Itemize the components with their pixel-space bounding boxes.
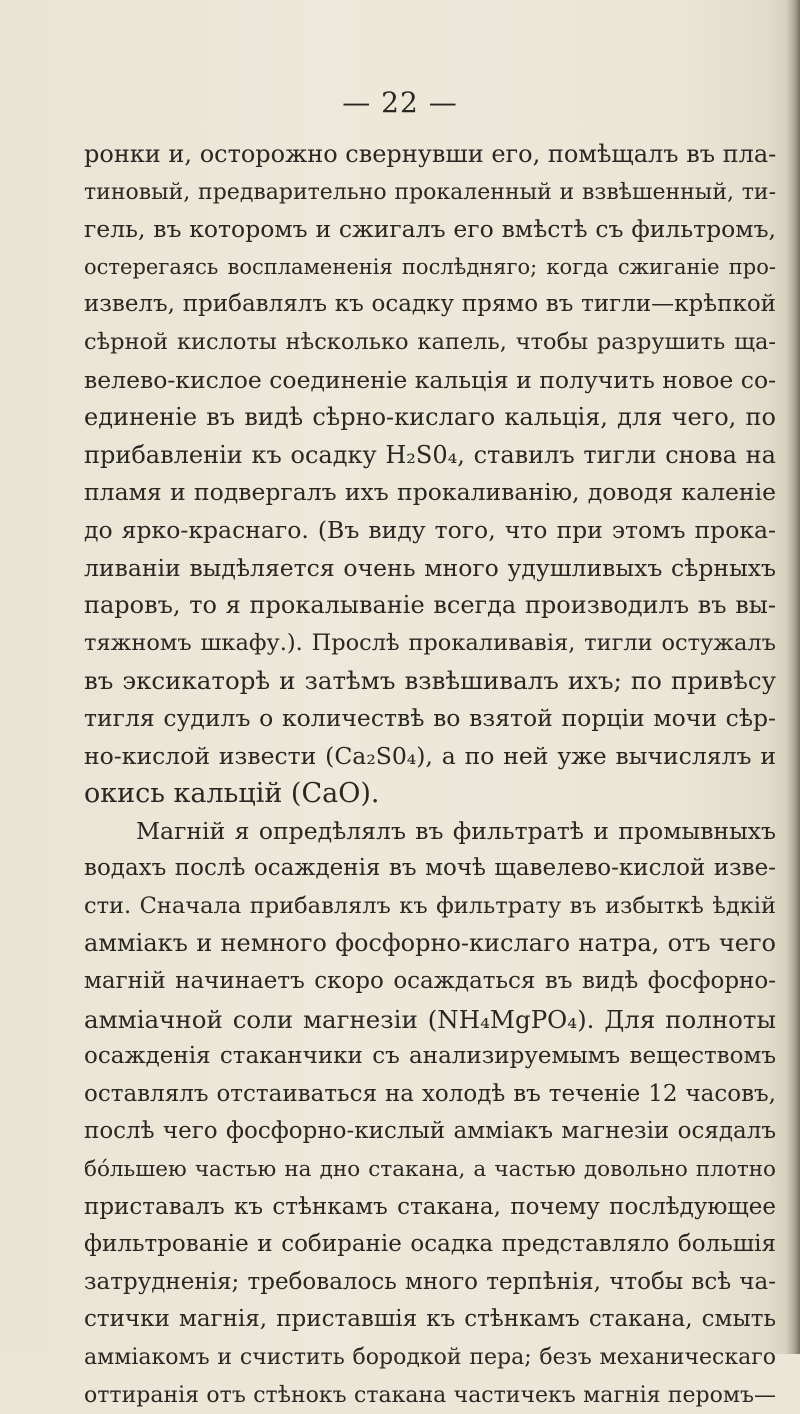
text-line: Магній я опредѣлялъ въ фильтратѣ и промывныхъ bbox=[136, 816, 776, 845]
text-line: окись кальцій (CaO). bbox=[84, 778, 380, 810]
text-line: ронки и, осторожно свернувши его, помѣщалъ въ пла- bbox=[84, 140, 776, 168]
text-line: оставлялъ отстаиваться на холодѣ въ теченіе 12 часовъ, bbox=[84, 1080, 776, 1107]
text-line: сти. Сначала прибавлялъ къ фильтрату въ избыткѣ ѣдкій bbox=[84, 892, 776, 919]
text-line: амміакомъ и счистить бородкой пера; безъ механическаго bbox=[84, 1345, 776, 1370]
page-edge-shadow bbox=[786, 0, 800, 1354]
text-line: послѣ чего фосфорно-кислый амміакъ магнезіи осядалъ bbox=[84, 1118, 776, 1145]
text-line: бóльшею частью на дно стакана, а частью довольно плотно bbox=[84, 1157, 776, 1183]
text-line: затрудненія; требовалось много терпѣнія, чтобы всѣ ча- bbox=[84, 1268, 776, 1295]
text-line: велево-кислое соединеніе кальція и получить новое со- bbox=[84, 365, 776, 394]
text-line: паровъ, то я прокалываніе всегда производилъ въ вы- bbox=[84, 591, 776, 620]
text-line: амміакъ и немного фосфорно-кислаго натра, отъ чего bbox=[84, 929, 776, 958]
text-line: до ярко-краснаго. (Въ виду того, что при этомъ прока- bbox=[84, 515, 776, 544]
text-line: стички магнія, приставшія къ стѣнкамъ стакана, смыть bbox=[84, 1306, 776, 1333]
text-line: единеніе въ видѣ сѣрно-кислаго кальція, для чего, по bbox=[84, 403, 776, 432]
text-line: оттиранія отъ стѣнокъ стакана частичекъ магнія перомъ— bbox=[84, 1382, 776, 1408]
text-line: пламя и подвергалъ ихъ прокаливанію, доводя каленіе bbox=[84, 478, 776, 507]
text-line: тигля судилъ о количествѣ во взятой порціи мочи сѣр- bbox=[84, 703, 776, 732]
text-line: водахъ послѣ осажденія въ мочѣ щавелево-кислой изве- bbox=[84, 855, 776, 882]
text-line: прибавленіи къ осадку H₂S0₄, ставилъ тигли снова на bbox=[84, 440, 776, 469]
text-line: остерегаясь воспламененія послѣдняго; когда сжиганіе про- bbox=[84, 254, 776, 279]
text-line: ливаніи выдѣляется очень много удушливыхъ сѣрныхъ bbox=[84, 553, 776, 582]
text-line: тяжномъ шкафу.). Прослѣ прокаливавія, тигли остужалъ bbox=[84, 629, 776, 656]
text-line: въ эксикаторѣ и затѣмъ взвѣшивалъ ихъ; по привѣсу bbox=[84, 666, 776, 696]
page-number: — 22 — bbox=[342, 86, 458, 119]
text-line: амміачной соли магнезіи (NH₄MgPO₄). Для полноты bbox=[84, 1004, 776, 1034]
body-text bbox=[84, 136, 776, 1414]
text-line: гель, въ которомъ и сжигалъ его вмѣстѣ съ фильтромъ, bbox=[84, 215, 776, 244]
text-line: тиновый, предварительно прокаленный и взвѣшенный, ти- bbox=[84, 179, 776, 205]
text-line: но-кислой извести (Ca₂S0₄), а по ней уже вычислялъ и bbox=[84, 741, 776, 770]
text-line: осажденія стаканчики съ анализируемымъ веществомъ bbox=[84, 1043, 776, 1070]
text-line: приставалъ къ стѣнкамъ стакана, почему послѣдующее bbox=[84, 1193, 776, 1220]
text-line: магній начинаетъ скоро осаждаться въ видѣ фосфорно- bbox=[84, 968, 776, 995]
text-line: сѣрной кислоты нѣсколько капель, чтобы разрушить ща- bbox=[84, 328, 776, 355]
text-line: фильтрованіе и собираніе осадка представляло большія bbox=[84, 1231, 776, 1258]
text-line: извелъ, прибавлялъ къ осадку прямо въ тигли—крѣпкой bbox=[84, 291, 776, 318]
